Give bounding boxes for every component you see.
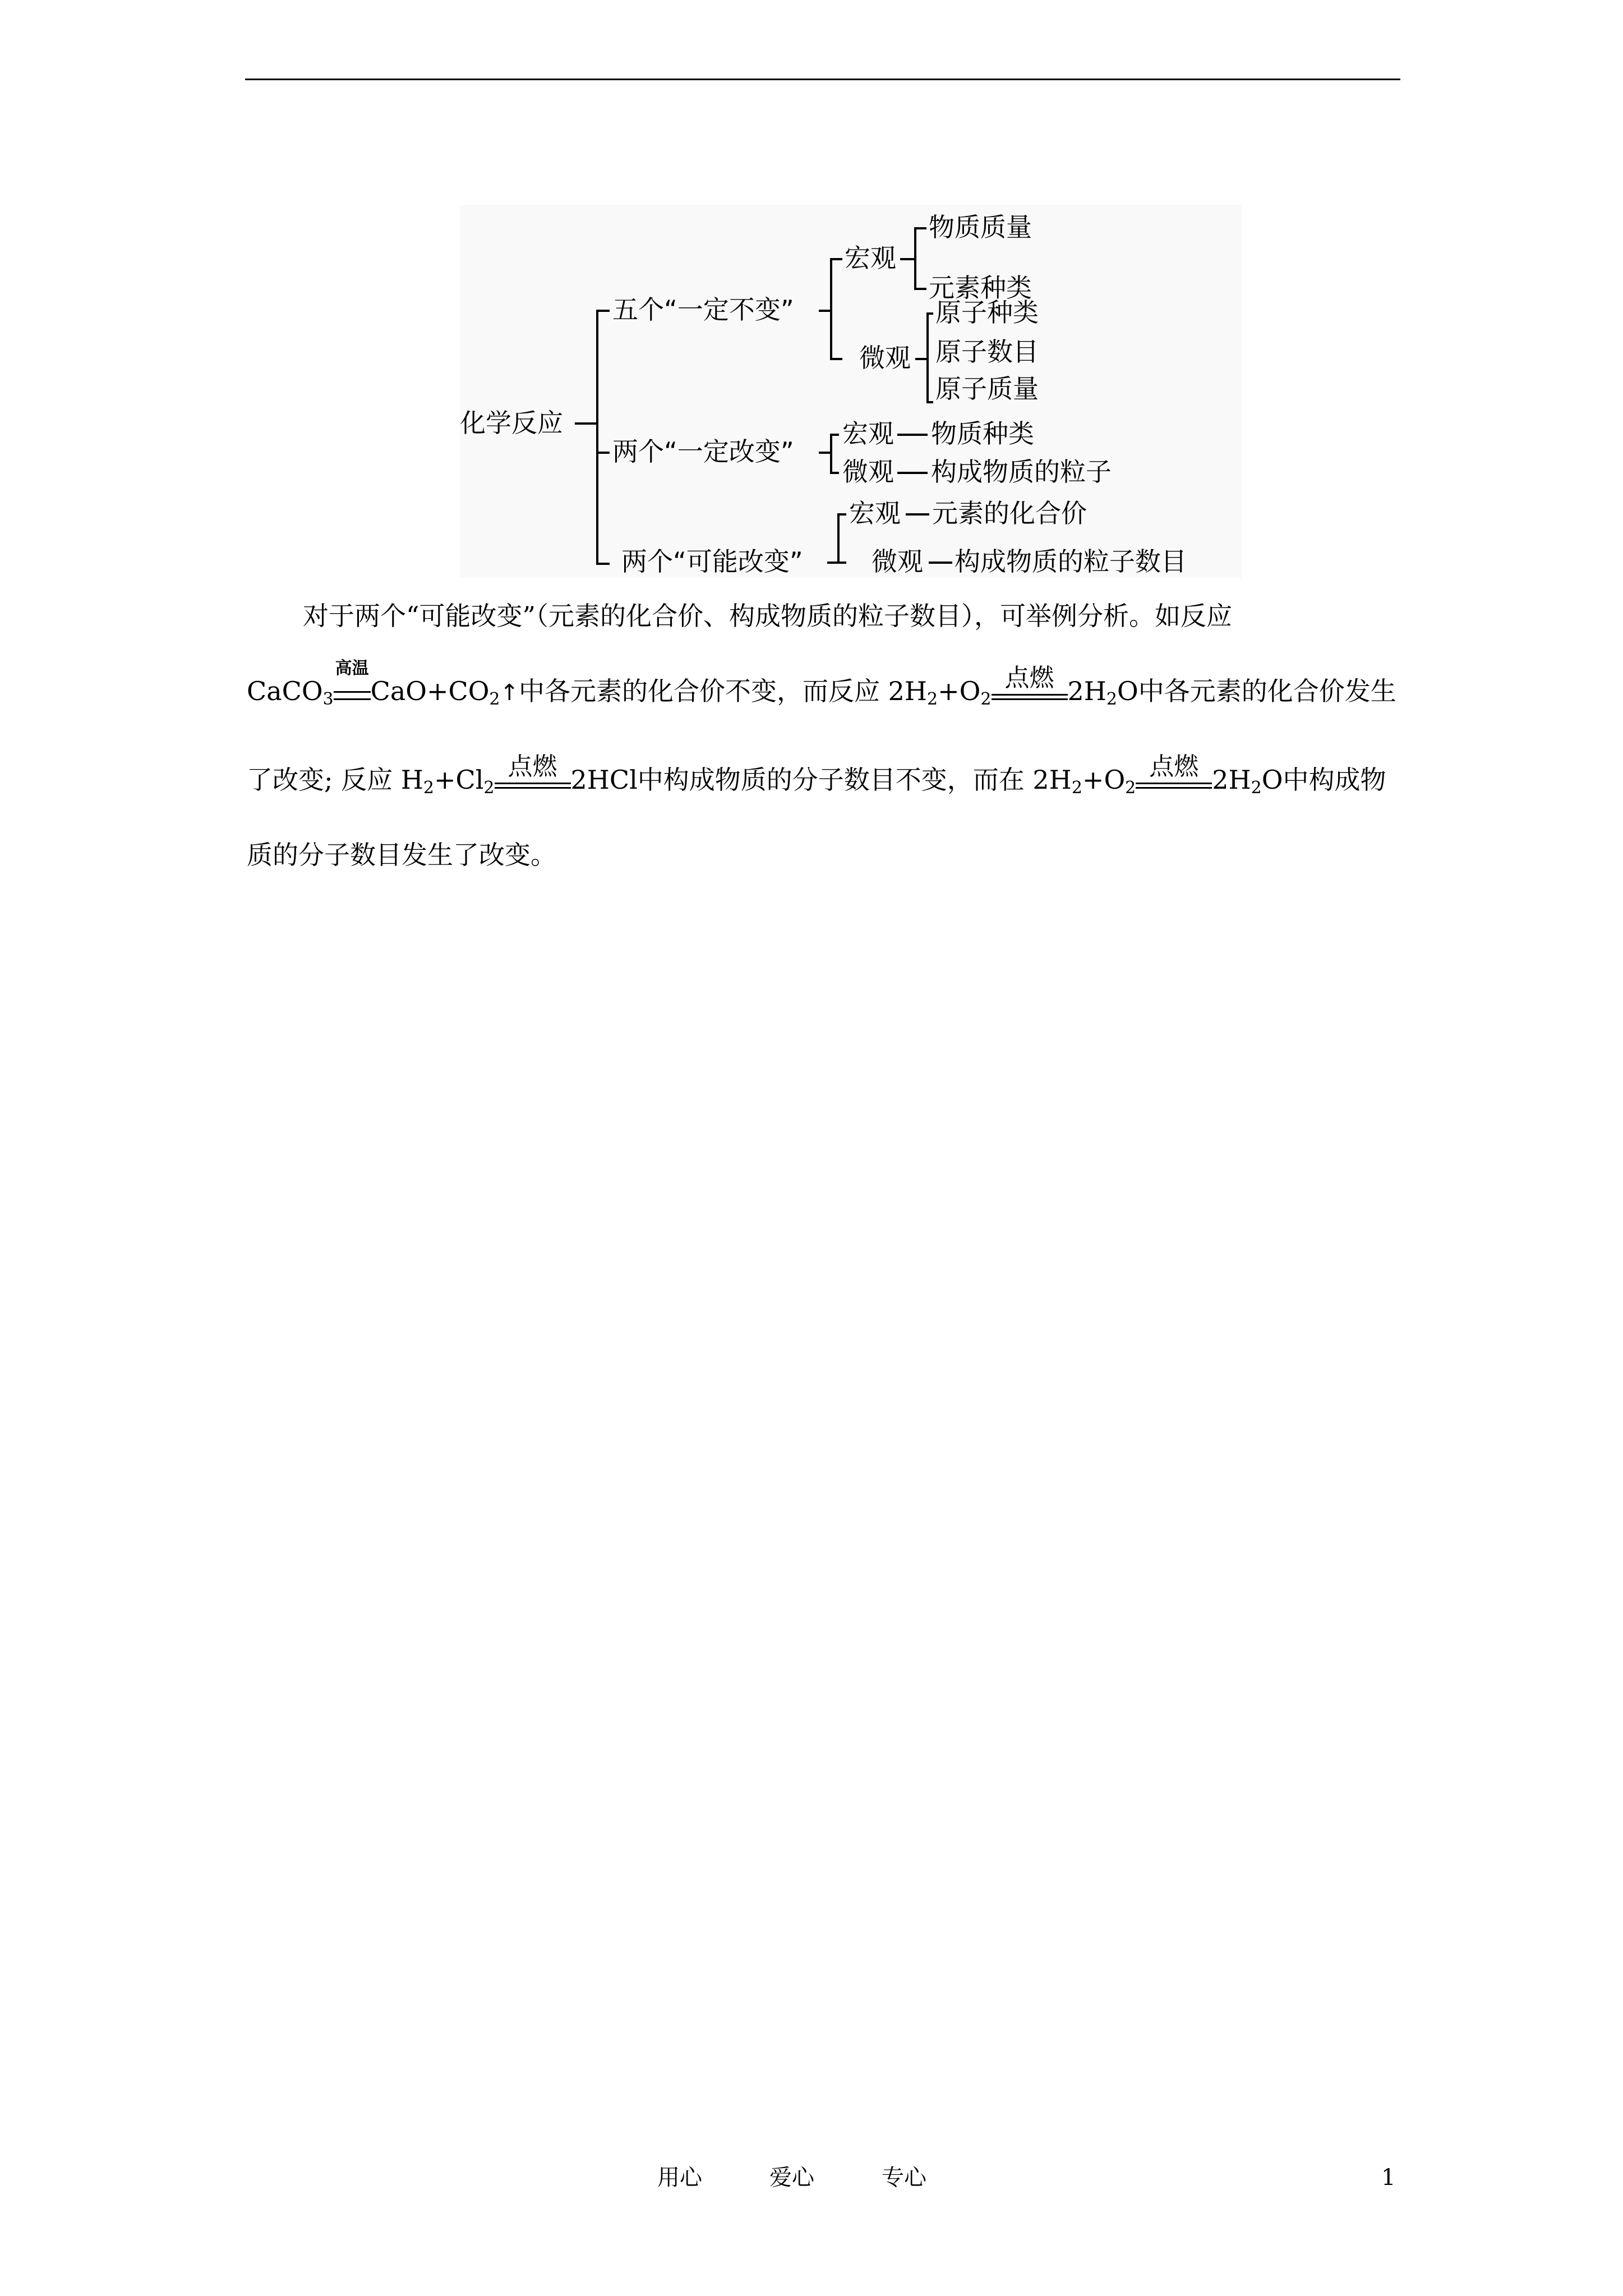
- connector: [926, 401, 933, 403]
- connector: [830, 258, 842, 260]
- connector: [897, 472, 928, 474]
- sub-label-macro: 宏观: [849, 498, 901, 528]
- subscript: 2: [1251, 778, 1262, 798]
- connector: [827, 562, 838, 564]
- leaf-label: 原子种类: [935, 297, 1039, 328]
- formula-text: CaO+CO: [370, 676, 490, 706]
- formula-text: O: [1117, 676, 1138, 706]
- footer-motto-2: 爱心: [769, 2165, 814, 2191]
- reaction-condition-ignite: [495, 752, 571, 789]
- leaf-label: 构成物质的粒子: [931, 457, 1112, 487]
- formula-text: 2H: [1067, 676, 1106, 706]
- connector: [914, 288, 926, 290]
- branch-label-may-change: 两个“可能改变”: [621, 546, 803, 577]
- branch-label-must-change: 两个“一定改变”: [612, 436, 794, 467]
- leaf-label: 原子质量: [935, 374, 1039, 404]
- leaf-label: 原子数目: [935, 337, 1039, 367]
- formula-text: 2H: [1212, 765, 1251, 795]
- subscript: 2: [1125, 778, 1136, 798]
- paragraph-line-1: [303, 599, 1232, 633]
- connector: [830, 472, 839, 474]
- sub-label-micro: 微观: [859, 343, 911, 373]
- formula-text: +O: [1082, 765, 1126, 795]
- subscript: 2: [1106, 689, 1117, 709]
- connector: [819, 310, 831, 312]
- leaf-label: 物质质量: [929, 212, 1032, 242]
- connector: [914, 227, 916, 289]
- connector: [926, 312, 933, 315]
- paragraph-text: 对于两个“可能改变”（元素的化合价、构成物质的粒子数目），可举例分析。如反应: [303, 601, 1233, 631]
- connector: [837, 562, 846, 564]
- leaf-label: 物质种类: [931, 418, 1034, 449]
- sub-label-micro: 微观: [842, 457, 894, 487]
- leaf-label: 构成物质的粒子数目: [955, 546, 1187, 577]
- reaction-condition-ignite: [992, 664, 1068, 700]
- branch-label-invariant: 五个“一定不变”: [612, 295, 794, 325]
- subscript: 2: [423, 778, 434, 798]
- diagram-root: 化学反应: [460, 408, 563, 438]
- formula-text: +Cl: [434, 765, 484, 795]
- connector: [830, 358, 842, 360]
- connector: [596, 310, 610, 312]
- header-rule: [245, 79, 1400, 80]
- connector: [929, 562, 952, 564]
- sub-label-macro: 宏观: [842, 418, 894, 449]
- paragraph-text: 了改变; 反应 H: [247, 765, 423, 795]
- condition-label: 点燃: [508, 752, 557, 781]
- equals-sign: [334, 691, 371, 700]
- formula-text: 2HCl: [570, 765, 638, 795]
- paragraph-text: 中各元素的化合价不变，而反应 2H: [519, 676, 928, 706]
- paragraph-text: 中构成物: [1283, 765, 1386, 795]
- subscript: 2: [483, 778, 495, 798]
- paragraph-line-2: [247, 659, 1396, 710]
- connector: [915, 358, 928, 360]
- formula-text: O: [1261, 765, 1283, 795]
- connector: [830, 434, 839, 436]
- subscript: 2: [489, 689, 500, 709]
- sub-label-macro: 宏观: [845, 243, 896, 273]
- connector: [819, 452, 831, 454]
- footer-motto-1: 用心: [657, 2165, 702, 2191]
- connector: [897, 434, 928, 436]
- paragraph-line-3: [247, 752, 1386, 798]
- connector: [575, 422, 597, 425]
- connector: [906, 513, 929, 516]
- connector: [837, 513, 840, 563]
- page-number: 1: [1381, 2165, 1396, 2191]
- condition-label: 高温: [335, 659, 369, 678]
- paragraph-text: 质的分子数目发生了改变。: [247, 840, 556, 870]
- subscript: 3: [322, 689, 334, 709]
- formula-text: +O: [938, 676, 981, 706]
- connector: [596, 310, 598, 564]
- connector: [830, 258, 832, 359]
- subscript: 2: [980, 689, 992, 709]
- paragraph-line-4: [247, 838, 556, 872]
- footer-motto-3: 专心: [882, 2165, 926, 2191]
- sub-label-micro: 微观: [872, 546, 923, 577]
- reaction-condition-ignite: [1136, 752, 1212, 789]
- reaction-condition-high-temperature: [334, 659, 371, 700]
- formula-text: CaCO: [247, 676, 323, 706]
- chemical-reaction-tree-diagram: [460, 205, 1242, 578]
- connector: [900, 258, 915, 260]
- condition-label: 点燃: [1004, 664, 1054, 692]
- gas-up-arrow: ↑: [500, 680, 519, 706]
- connector: [830, 434, 832, 473]
- connector: [596, 563, 610, 565]
- leaf-label: 元素的化合价: [932, 498, 1087, 528]
- connector: [837, 513, 846, 516]
- connector: [914, 227, 926, 229]
- paragraph-text: 中构成物质的分子数目不变，而在 2H: [637, 765, 1072, 795]
- condition-label: 点燃: [1149, 752, 1199, 781]
- subscript: 2: [927, 689, 938, 709]
- connector: [596, 452, 610, 454]
- paragraph-text: 中各元素的化合价发生: [1138, 676, 1396, 706]
- connector: [926, 312, 929, 402]
- subscript: 2: [1071, 778, 1082, 798]
- leaf-label: 元素种类: [929, 273, 1032, 303]
